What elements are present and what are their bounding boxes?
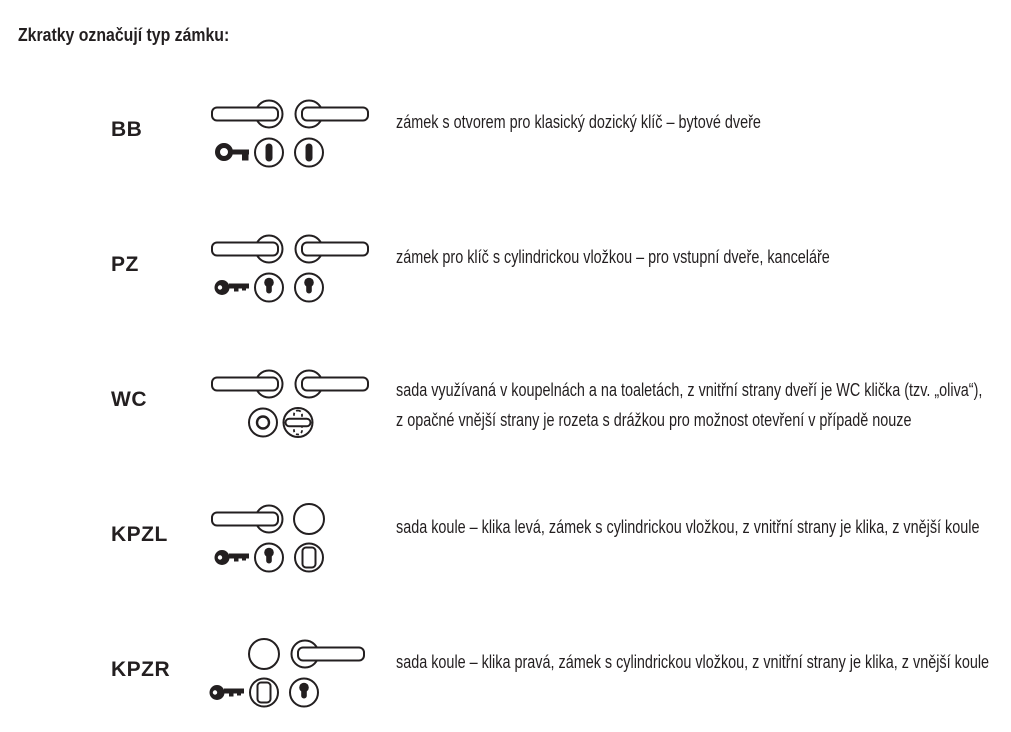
lever-handle-left-icon xyxy=(212,236,283,263)
description-text: zámek pro klíč s cylindrickou vložkou – pro vstupní dveře, kanceláře xyxy=(396,247,830,267)
description-text: sada koule – klika levá, zámek s cylindrickou vložkou, z vnitřní strany je klika, z vnější koule xyxy=(396,517,980,537)
pz-hardware-diagram xyxy=(205,233,375,309)
lock-type-description-kpzl xyxy=(396,515,1011,540)
lever-handle-left-icon xyxy=(212,101,283,128)
description-text: z opačné vnější strany je rozeta s drážkou pro možnost otevření v případě nouze xyxy=(396,410,912,430)
kpzr-hardware-diagram xyxy=(205,638,375,714)
lever-handle-left-icon xyxy=(212,506,283,533)
lever-handle-right-icon xyxy=(292,641,365,668)
lock-type-description-wc xyxy=(396,375,1011,435)
bb-hardware-diagram xyxy=(205,98,375,174)
lock-type-row-wc xyxy=(0,368,1011,444)
classic-bit-key-icon xyxy=(218,146,250,161)
lock-type-description-kpzr xyxy=(396,650,1011,675)
lock-type-code-kpzl: KPZL xyxy=(111,523,168,546)
lever-handle-left-icon xyxy=(212,371,283,398)
lever-handle-right-icon xyxy=(296,236,369,263)
lock-type-row-kpzr xyxy=(0,638,1011,714)
description-text: zámek s otvorem pro klasický dozický klíč – bytové dveře xyxy=(396,112,761,132)
lock-type-row-bb xyxy=(0,98,1011,174)
lock-type-row-kpzl xyxy=(0,503,1011,579)
lock-type-code-pz: PZ xyxy=(111,253,139,276)
lock-type-description-pz xyxy=(396,245,938,270)
pz-cylinder-rosette-icon xyxy=(255,274,283,302)
wc-hardware-diagram xyxy=(205,368,375,444)
lever-handle-right-icon xyxy=(296,101,369,128)
description-line-1 xyxy=(396,375,1011,405)
blind-rosette-icon xyxy=(295,544,323,572)
lock-type-code-bb: BB xyxy=(111,118,143,141)
blind-rosette-icon xyxy=(250,679,278,707)
knob-icon xyxy=(294,504,324,534)
page-title-text: Zkratky označují typ zámku: xyxy=(18,25,230,45)
lock-type-description-bb xyxy=(396,110,852,135)
lock-type-row-pz xyxy=(0,233,1011,309)
lever-handle-right-icon xyxy=(296,371,369,398)
page-title xyxy=(18,24,258,46)
description-line-2 xyxy=(396,405,1011,435)
wc-oliva-thumbturn-icon xyxy=(284,408,313,437)
bb-keyhole-rosette-icon xyxy=(255,139,283,167)
pz-cylinder-rosette-icon xyxy=(290,679,318,707)
groove-rosette-icon xyxy=(249,409,277,437)
pz-cylinder-rosette-icon xyxy=(255,544,283,572)
description-text: sada koule – klika pravá, zámek s cylindrickou vložkou, z vnitřní strany je klika, z vnější koule xyxy=(396,652,990,672)
knob-icon xyxy=(249,639,279,669)
lock-type-code-wc: WC xyxy=(111,388,147,411)
kpzl-hardware-diagram xyxy=(205,503,375,579)
lock-type-code-kpzr: KPZR xyxy=(111,658,171,681)
cylinder-key-icon xyxy=(215,280,250,295)
cylinder-key-icon xyxy=(215,550,250,565)
bb-keyhole-rosette-icon xyxy=(295,139,323,167)
cylinder-key-icon xyxy=(210,685,245,700)
pz-cylinder-rosette-icon xyxy=(295,274,323,302)
description-text: sada využívaná v koupelnách a na toaletách, z vnitřní strany dveří je WC klička (tzv. „oliva“), xyxy=(396,380,983,400)
